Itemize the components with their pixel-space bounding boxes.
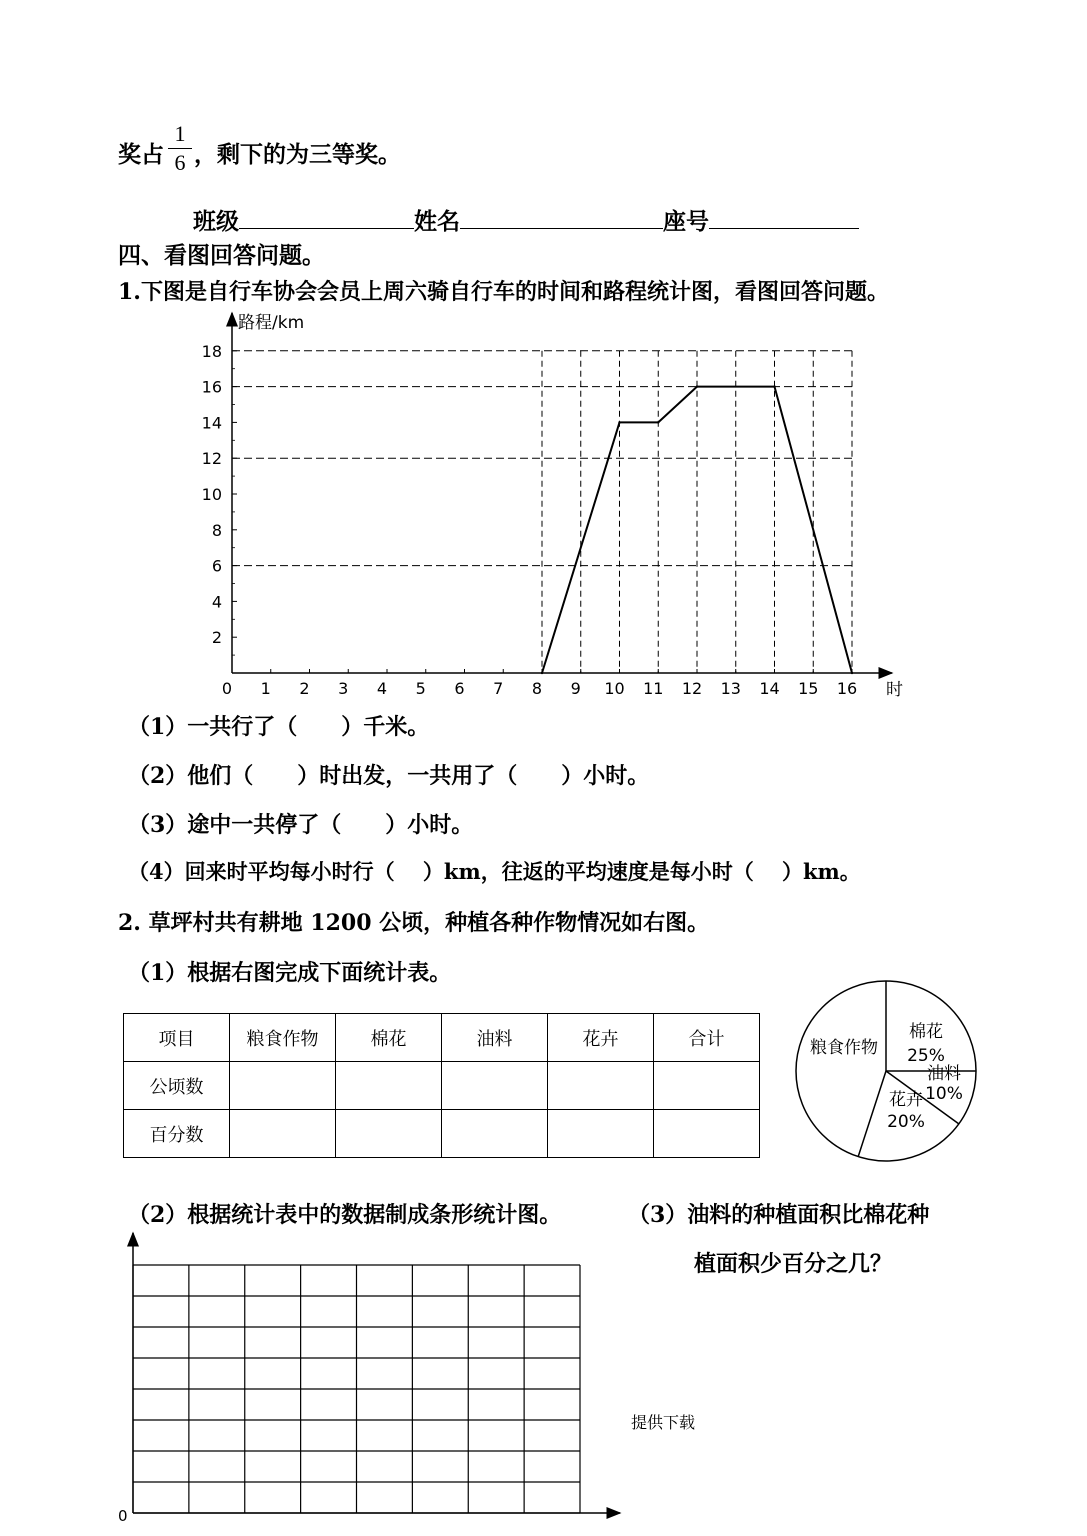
- q2-title: 2. 草坪村共有耕地 1200 公顷，种植各种作物情况如右图。: [118, 910, 710, 936]
- q2-sub1: （1）根据右图完成下面统计表。: [128, 960, 452, 986]
- q1-sub3: （3）途中一共停了（ ）小时。: [128, 812, 474, 838]
- pie-slice-value: 10%: [925, 1084, 963, 1104]
- table-cell-input[interactable]: [442, 1062, 548, 1110]
- table-cell-input[interactable]: [654, 1062, 760, 1110]
- table-cell-input[interactable]: [336, 1062, 442, 1110]
- table-header-cell: 合计: [654, 1014, 760, 1062]
- series-point: [696, 385, 698, 387]
- y-tick-label: 2: [211, 628, 222, 648]
- table-header-cell: 项目: [124, 1014, 230, 1062]
- intro-prefix: 奖占: [118, 141, 164, 168]
- row-label: 公顷数: [124, 1062, 230, 1110]
- crop-pie-chart: [790, 978, 990, 1168]
- x-tick-label: 4: [376, 679, 388, 698]
- distance-time-chart: [180, 305, 920, 705]
- class-field[interactable]: [239, 206, 414, 229]
- x-tick-label: 7: [493, 679, 504, 698]
- y-tick-label: 18: [201, 341, 222, 361]
- pie-slice-label: 油料: [927, 1064, 961, 1084]
- name-field[interactable]: [460, 206, 663, 229]
- x-tick-label: 0: [221, 679, 233, 698]
- class-label: 班级: [193, 208, 239, 235]
- student-info-row: [193, 203, 859, 236]
- table-header-cell: 棉花: [336, 1014, 442, 1062]
- x-tick-label: 2: [299, 679, 310, 698]
- pie-slice-value: 20%: [887, 1112, 925, 1132]
- y-axis-label: 路程/km: [238, 313, 305, 333]
- fraction-denominator: 6: [174, 150, 186, 175]
- seat-field[interactable]: [709, 206, 859, 229]
- y-tick-label: 4: [211, 592, 222, 612]
- y-tick-label: 6: [211, 556, 222, 576]
- table-cell-input[interactable]: [230, 1110, 336, 1158]
- x-tick-label: 15: [798, 679, 819, 698]
- x-tick-label: 5: [415, 679, 426, 698]
- x-tick-label: 9: [570, 679, 581, 698]
- chart-tick-labels: [202, 342, 858, 698]
- table-header-cell: 粮食作物: [230, 1014, 336, 1062]
- y-tick-label: 10: [201, 485, 222, 504]
- table-cell-input[interactable]: [442, 1110, 548, 1158]
- bar-grid-origin-label: 0: [118, 1507, 128, 1525]
- q2-sub3-line1: （3）油料的种植面积比棉花种: [628, 1202, 930, 1228]
- q1-sub1: （1）一共行了（ ）千米。: [128, 714, 430, 740]
- row-label: 百分数: [124, 1110, 230, 1158]
- table-header-cell: 油料: [442, 1014, 548, 1062]
- q1-title: 1.下图是自行车协会会员上周六骑自行车的时间和路程统计图，看图回答问题。: [118, 279, 889, 305]
- pie-slice-label: 花卉: [889, 1090, 923, 1110]
- series-point: [657, 421, 659, 423]
- table-row: [124, 1062, 760, 1110]
- series-point: [541, 672, 543, 674]
- x-tick-label: 16: [836, 679, 858, 698]
- y-tick-label: 8: [211, 520, 222, 540]
- pie-slice-label: 粮食作物: [810, 1038, 878, 1058]
- series-point: [851, 672, 853, 674]
- table-cell-input[interactable]: [548, 1062, 654, 1110]
- table-cell-input[interactable]: [548, 1110, 654, 1158]
- table-cell-input[interactable]: [230, 1062, 336, 1110]
- blank-bar-chart-grid[interactable]: [110, 1228, 630, 1528]
- table-header-cell: 花卉: [548, 1014, 654, 1062]
- y-tick-label: 12: [201, 449, 222, 469]
- q1-sub4: （4）回来时平均每小时行（ ）km，往返的平均速度是每小时（ ）km。: [128, 859, 861, 884]
- x-tick-label: 1: [260, 679, 271, 698]
- x-tick-label: 13: [720, 679, 741, 698]
- table-cell-input[interactable]: [654, 1110, 760, 1158]
- x-tick-label: 3: [338, 679, 349, 698]
- distance-series-line: [542, 387, 852, 673]
- pie-slice-label: 棉花: [909, 1022, 943, 1042]
- q1-sub2: （2）他们（ ）时出发，一共用了（ ）小时。: [128, 763, 650, 789]
- table-row: [124, 1110, 760, 1158]
- name-label: 姓名: [414, 208, 460, 235]
- fraction-numerator: 1: [174, 121, 186, 146]
- series-point: [618, 421, 620, 423]
- table-cell-input[interactable]: [336, 1110, 442, 1158]
- y-tick-label: 14: [201, 413, 222, 433]
- series-point: [773, 385, 775, 387]
- fraction-one-sixth: [168, 122, 192, 175]
- y-tick-label: 16: [201, 377, 222, 397]
- x-tick-label: 14: [759, 679, 780, 698]
- chart-gridlines: [232, 351, 852, 673]
- footer-note: 提供下载: [631, 1413, 696, 1432]
- q2-sub3-line2: 植面积少百分之几？: [694, 1251, 893, 1277]
- pie-slice-value: 25%: [907, 1046, 945, 1066]
- x-tick-label: 10: [604, 679, 625, 698]
- x-tick-label: 8: [531, 679, 543, 698]
- x-tick-label: 12: [681, 679, 703, 698]
- section-title: 四、看图回答问题。: [118, 242, 325, 269]
- intro-suffix: ，剩下的为三等奖。: [194, 141, 401, 168]
- x-tick-label: 11: [643, 679, 664, 698]
- seat-label: 座号: [663, 208, 709, 235]
- x-axis-label: 时: [886, 680, 903, 700]
- crop-stat-table: [123, 1013, 760, 1158]
- table-header-row: [124, 1014, 760, 1062]
- x-tick-label: 6: [454, 679, 465, 698]
- q2-sub2: （2）根据统计表中的数据制成条形统计图。: [128, 1202, 562, 1228]
